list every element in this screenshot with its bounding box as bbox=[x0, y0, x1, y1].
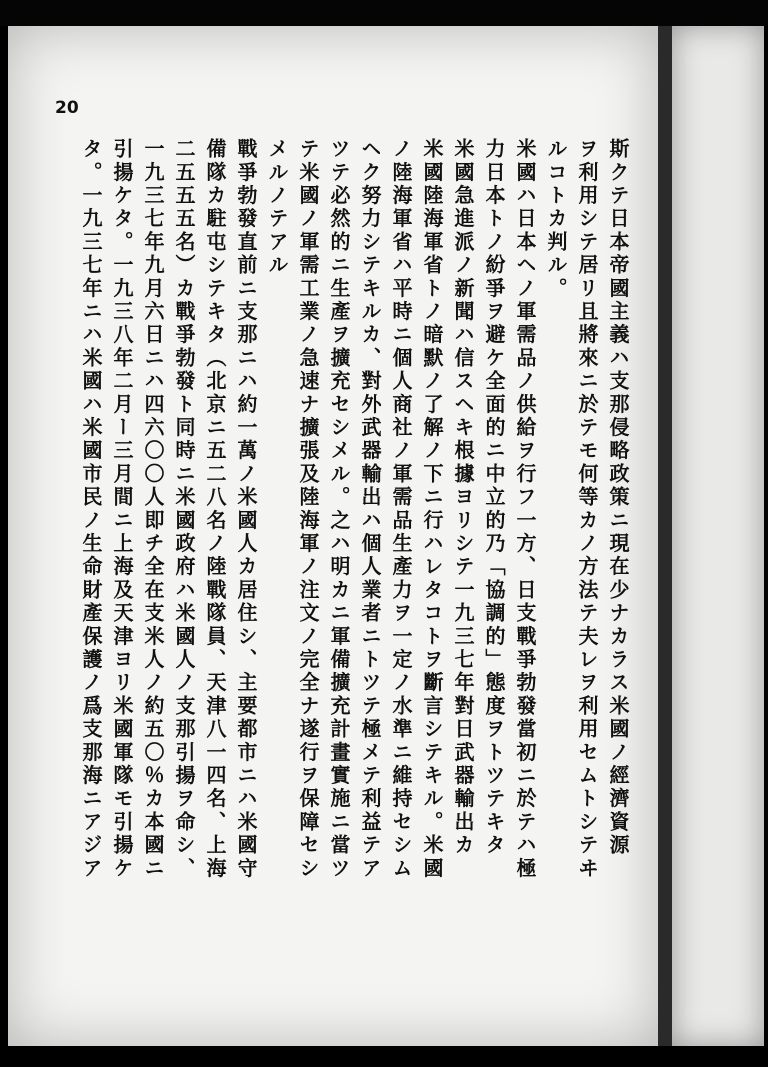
text-line: 引揚ケタ。一九三八年二月ー三月間ニ上海及天津ヨリ米國軍隊モ引揚ケ bbox=[110, 138, 134, 881]
text-line: 米國陸海軍省トノ暗默ノ了解ノ下ニ行ハレタコトヲ斷言シテキル。米國 bbox=[420, 138, 444, 881]
text-line: 斯クテ日本帝國主義ハ支那侵略政策ニ現在少ナカラス米國ノ經濟資源 bbox=[606, 138, 630, 858]
text-line: テ米國ノ軍需工業ノ急速ナ擴張及陸海軍ノ注文ノ完全ナ遂行ヲ保障セシ bbox=[296, 138, 320, 881]
text-line: ツテ必然的ニ生產ヲ擴充セシメル。之ハ明カニ軍備擴充計畫實施ニ當ツ bbox=[327, 138, 351, 881]
text-line: タ。一九三七年ニハ米國ハ米國市民ノ生命財產保護ノ爲支那海ニアジア bbox=[79, 138, 103, 881]
text-line: ヲ利用シテ居リ且將來ニ於テモ何等カノ方法テ夫レヲ利用セムトシテヰ bbox=[575, 138, 599, 881]
text-line: 二五五五名）カ戰爭勃發ト同時ニ米國政府ハ米國人ノ支那引揚ヲ命シ、 bbox=[172, 138, 196, 881]
text-line: 戰爭勃發直前ニ支那ニハ約一萬ノ米國人カ居住シ、主要都市ニハ米國守 bbox=[234, 138, 258, 881]
scan-top-edge bbox=[0, 0, 768, 26]
text-line: ルコトカ判ル。 bbox=[544, 138, 568, 301]
vertical-text-block bbox=[0, 138, 768, 938]
text-line: 米國急進派ノ新聞ハ信スヘキ根據ヨリシテ一九三七年對日武器輸出カ bbox=[451, 138, 475, 858]
text-line: ノ陸海軍省ハ平時ニ個人商社ノ軍需品生產力ヲ一定ノ水準ニ維持セシム bbox=[389, 138, 413, 881]
text-line: 米國ハ日本ヘノ軍需品ノ供給ヲ行フ一方、日支戰爭勃發當初ニ於テハ極 bbox=[513, 138, 537, 881]
text-line: 一九三七年九月六日ニハ四六〇〇人即チ全在支米人ノ約五〇％カ本國ニ bbox=[141, 138, 165, 881]
text-line: 備隊カ駐屯シテキタ（北京ニ五二八名ノ陸戰隊員、天津八一四名、上海 bbox=[203, 138, 227, 881]
text-line: ヘク努力シテキルカ、對外武器輸出ハ個人業者ニトツテ極メテ利益テア bbox=[358, 138, 382, 881]
text-line: メルノテアル bbox=[265, 138, 289, 278]
text-line: 力日本トノ紛爭ヲ避ケ全面的ニ中立的乃「協調的」態度ヲトツテキタ bbox=[482, 138, 506, 858]
page-number: 20 bbox=[55, 98, 79, 118]
